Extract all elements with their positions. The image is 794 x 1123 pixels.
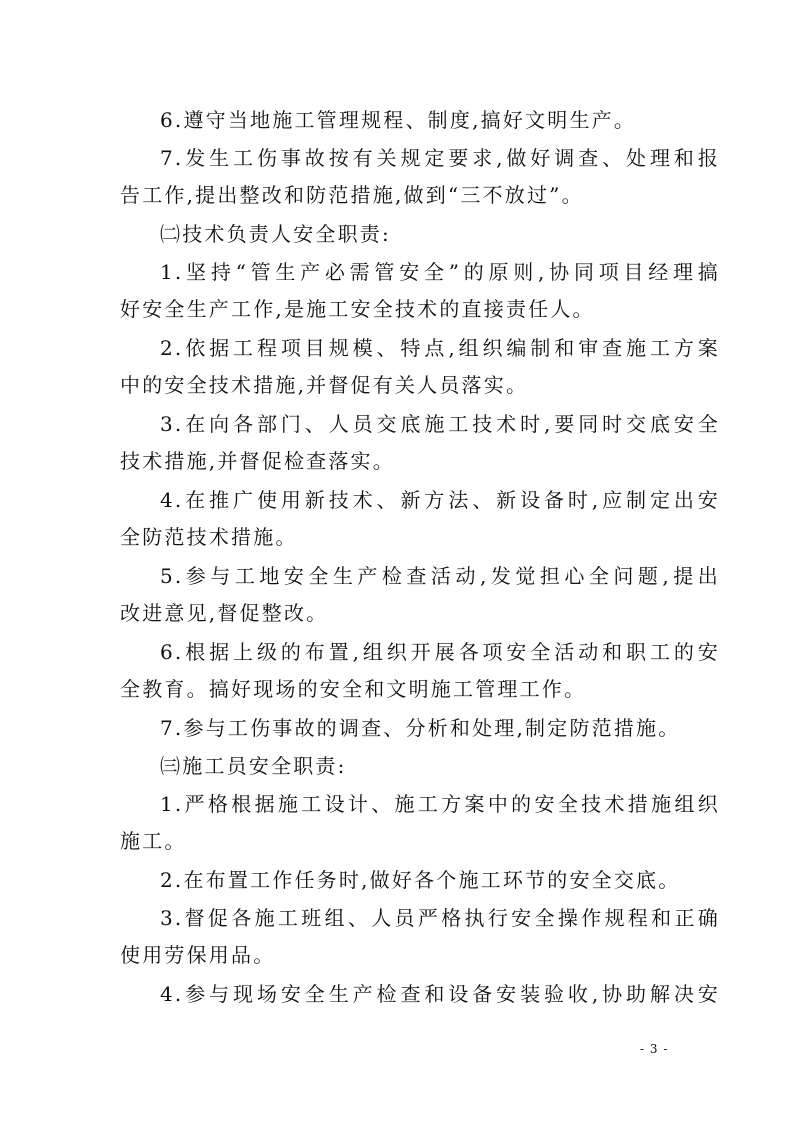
section-heading: ㈡技术负责人安全职责: (160, 222, 391, 246)
text-line: 4.在推广使用新技术、新方法、新设备时,应制定出安 (160, 488, 720, 512)
text-line: 好安全生产工作,是施工安全技术的直接责任人。 (120, 297, 595, 321)
text-line: 2.依据工程项目规模、特点,组织编制和审查施工方案 (160, 336, 720, 360)
text-line: 使用劳保用品。 (120, 943, 276, 967)
text-line: 6.遵守当地施工管理规程、制度,搞好文明生产。 (160, 108, 637, 132)
text-line: 全防范技术措施。 (120, 525, 298, 549)
text-line: 4.参与现场安全生产检查和设备安装验收,协助解决安 (160, 982, 720, 1006)
text-line: 中的安全技术措施,并督促有关人员落实。 (120, 373, 529, 397)
page-number: - 3 - (640, 1042, 669, 1056)
text-line: 5.参与工地安全生产检查活动,发觉担心全问题,提出 (160, 564, 720, 588)
text-line: 6.根据上级的布置,组织开展各项安全活动和职工的安 (160, 640, 720, 664)
section-heading: ㈢施工员安全职责: (160, 754, 347, 778)
text-line: 施工。 (120, 829, 187, 853)
text-line: 2.在布置工作任务时,做好各个施工环节的安全交底。 (160, 868, 681, 892)
text-line: 1.坚持“管生产必需管安全”的原则,协同项目经理搞 (160, 260, 720, 284)
text-line: 技术措施,并督促检查落实。 (120, 449, 395, 473)
text-line: 7.参与工伤事故的调查、分析和处理,制定防范措施。 (160, 716, 681, 740)
text-line: 7.发生工伤事故按有关规定要求,做好调查、处理和报 (160, 146, 720, 170)
text-line: 1.严格根据施工设计、施工方案中的安全技术措施组织 (160, 792, 720, 816)
text-line: 告工作,提出整改和防范措施,做到“三不放过”。 (120, 183, 584, 207)
text-line: 改进意见,督促整改。 (120, 601, 329, 625)
text-line: 3.在向各部门、人员交底施工技术时,要同时交底安全 (160, 412, 720, 436)
text-line: 全教育。搞好现场的安全和文明施工管理工作。 (120, 677, 587, 701)
text-line: 3.督促各施工班组、人员严格执行安全操作规程和正确 (160, 906, 720, 930)
